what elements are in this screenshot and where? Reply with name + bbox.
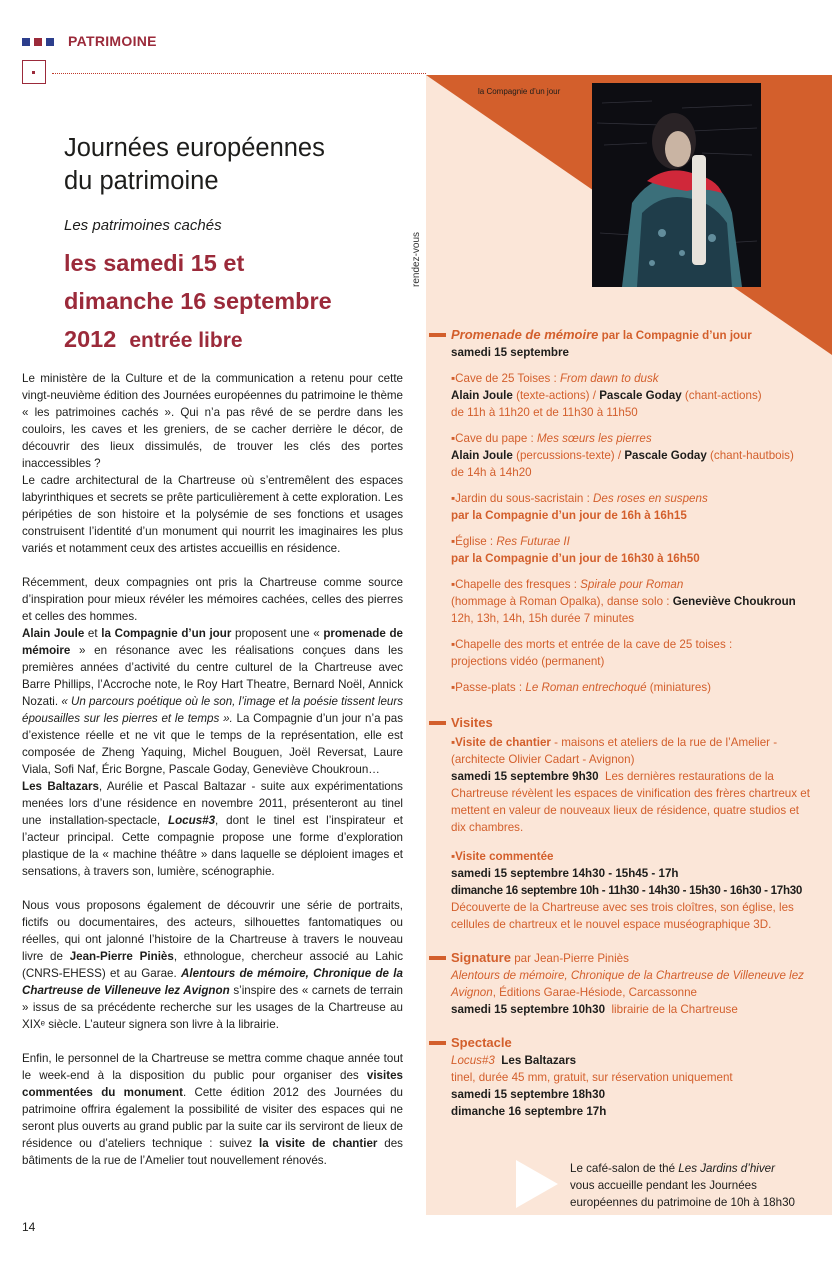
bullet-icon: ▪ [451, 372, 456, 385]
promenade-item: ▪Chapelle des morts et entrée de la cave de 25 toises : projections vidéo (permanent) [451, 638, 733, 668]
paragraph-7: Enfin, le personnel de la Chartreuse se mettra comme chaque année tout le week-end à la disposition du public pour organiser des visites commentées du monument. Cette édition 2012 des Journées du patrimoine offrira également la possibilité de visiter des espaces qui ne seront plus ouverts au grand public par la suite car ils serviront de lieux de résidence ou d’ateliers technique : suivez la visite de chantier des bâtiments de la rue de l’Amelier tout nouvellement rénovés. [22, 1052, 403, 1167]
spectacle-section: Spectacle Locus#3 Les Baltazars tinel, durée 45 mm, gratuit, sur réservation uniquement samedi 15 septembre 18h30 dimanche 16 septembre 17h [451, 1034, 811, 1120]
paragraph-6: Nous vous proposons également de découvrir une série de portraits, fictifs ou documentaires, des acteurs, silhouettes fantomatiques ou réelles, qui ont jalonné l’histoire de la Chartreuse à travers le nouveau livre de Jean-Pierre Piniès, ethnologue, chercheur associé au Lahic (CNRS-EHESS) et au Garae. Alentours de mémoire, Chronique de la Chartreuse de Villeneuve lez Avignon s’inspire des « carnets de terrain » issus de sa précédente recherche sur les usages de la Chartreuse au XIXᵉ siècle. L’auteur signera son livre à la librairie. [22, 899, 404, 1031]
page-number: 14 [22, 1220, 36, 1234]
play-arrow-icon [516, 1160, 558, 1208]
title-line-1: Journées européennes [64, 134, 325, 162]
promenade-item: ▪Cave de 25 Toises : From dawn to dusk Alain Joule (texte-actions) / Pascale Goday (chant-actions) de 11h à 11h20 et de 11h30 à 11h50 [451, 372, 762, 419]
promenade-title: Promenade de mémoire [451, 327, 599, 342]
entry-note: entrée libre [129, 329, 243, 352]
visite-chantier: ▪Visite de chantier - maisons et ateliers de la rue de l’Amelier - (architecte Olivier Cadart - Avignon) samedi 15 septembre 9h30 Les dernières restaurations de la Chartreuse révèlent les espaces de vinification des frères chartreux et mettent en valeur de nouveaux lieux de résidence, quatre studios et dix chambres. [451, 736, 810, 834]
date-line-2: dimanche 16 septembre [64, 288, 332, 314]
visite-commentee: ▪Visite commentée samedi 15 septembre 14h30 - 15h45 - 17h dimanche 16 septembre 10h - 11h30 - 14h30 - 15h30 - 16h30 - 17h30 Découverte de la Chartreuse avec ses trois cloîtres, son église, les cellules de chartreux et le nouvel espace muséographique 3D. [451, 850, 803, 931]
visites-section [451, 714, 811, 732]
promenade-date: samedi 15 septembre [451, 346, 569, 359]
bullet-icon: ▪ [451, 638, 456, 651]
paragraph-2: Le cadre architectural de la Chartreuse où s’entremêlent des espaces labyrinthiques et secrets se prête particulièrement à cette exploration. Les péripéties de son histoire et la polysémie de ses fonctions et usages construisent l’identité d’un monument qui nourrit les imaginaires les plus variés et notamment ceux des artistes accueillis en résidence. [22, 474, 403, 555]
section-bar [429, 1041, 446, 1045]
cafe-note: Le café-salon de thé Les Jardins d’hiver vous accueille pendant les Journées européennes du patrimoine de 10h à 18h30 [570, 1162, 795, 1209]
date-line-3 [64, 320, 332, 360]
header-squares [22, 38, 54, 46]
promenade-item: ▪Chapelle des fresques : Spirale pour Roman (hommage à Roman Opalka), danse solo : Geneviève Choukroun 12h, 13h, 14h, 15h durée 7 minutes [451, 578, 796, 625]
bullet-icon: ▪ [451, 850, 456, 863]
section-bar [429, 956, 446, 960]
square-blue-2 [46, 38, 54, 46]
section-box-icon [22, 60, 46, 84]
dotted-rule [52, 73, 426, 74]
promenade-item: ▪Église : Res Futurae II par la Compagnie d’un jour de 16h30 à 16h50 [451, 535, 700, 565]
photo-caption: la Compagnie d’un jour [478, 87, 561, 96]
square-red [34, 38, 42, 46]
date-year: 2012 [64, 326, 117, 352]
paragraph-1: Le ministère de la Culture et de la communication a retenu pour cette vingt-neuvième édition des Journées européennes du patrimoine le thème « les patrimoines cachés ». Qui n’a pas rêvé de se perdre dans les couloirs, les caves et les greniers, de se cacher derrière le décor, de découvrir des lieux dissimulés, de trouver les clés des portes inaccessibles ? [22, 372, 403, 470]
square-blue [22, 38, 30, 46]
event-subtitle: Les patrimoines cachés [64, 217, 222, 234]
section-bar [429, 333, 446, 337]
visites-title: Visites [451, 715, 493, 730]
signature-title: Signature [451, 950, 511, 965]
title-line-2: du patrimoine [64, 167, 219, 195]
article-body [22, 370, 403, 1169]
paragraph-4: Alain Joule et la Compagnie d’un jour proposent une « promenade de mémoire » en résonance avec les réalisations conçues dans les premières années d’activité du centre culturel de la Chartreuse avec Barre Phillips, l’Accroche note, le Roy Hart Theatre, Bernard Noël, Annick Nozati. « Un parcours poétique où le son, l’image et la poésie tissent leurs épousailles sur les pierres et le temps ». La Compagnie d’un jour n’a pas d’existence réelle et ne vit que le temps de la représentation, elle est composée de Zheng Yaquing, Michel Bouguen, Joël Reversat, Laure Viala, Sofi Naf, Éric Borgne, Pascale Goday, Geneviève Choukroun… [22, 627, 403, 776]
program-column [451, 326, 811, 1120]
paragraph-5: Les Baltazars, Aurélie et Pascal Baltazar - suite aux expérimentations menées lors d’une résidence en novembre 2011, présenteront au tinel une installation-spectacle, Locus#3, dont le tinel est l’inspirateur et l’acteur principal. Cette compagnie propose une forme d’exploration plastique de la « machine théâtre » dans laquelle se déploient images et sensations, à travers son, lumière, scénographie. [22, 780, 403, 878]
event-dates [64, 244, 332, 360]
rendez-vous-label: rendez-vous [411, 231, 422, 287]
paragraph-3: Récemment, deux compagnies ont pris la Chartreuse comme source d’inspiration pour mieux révéler les mémoires cachées, celles des pierres et celles des hommes. [22, 576, 403, 623]
photo-illustration [592, 83, 761, 287]
spectacle-title: Spectacle [451, 1035, 512, 1050]
bullet-icon: ▪ [451, 432, 456, 445]
section-bar [429, 721, 446, 725]
signature-section: Signature par Jean-Pierre Piniès Alentours de mémoire, Chronique de la Chartreuse de Villeneuve lez Avignon, Éditions Garae-Hésiode, Carcassonne samedi 15 septembre 10h30 librairie de la Chartreuse [451, 949, 811, 1018]
promenade-section [451, 326, 811, 361]
bullet-icon: ▪ [451, 736, 456, 749]
promenade-by: par la Compagnie d’un jour [601, 329, 752, 342]
promenade-item: ▪Cave du pape : Mes sœurs les pierres Alain Joule (percussions-texte) / Pascale Goday (chant-hautbois) de 14h à 14h20 [451, 432, 794, 479]
bullet-icon: ▪ [451, 578, 456, 591]
date-line-1: les samedi 15 et [64, 250, 245, 276]
promenade-item: ▪Jardin du sous-sacristain : Des roses en suspens par la Compagnie d’un jour de 16h à 16h15 [451, 492, 708, 522]
bullet-icon: ▪ [451, 535, 456, 548]
bullet-icon: ▪ [451, 681, 456, 694]
signature-by: par Jean-Pierre Piniès [514, 952, 629, 965]
performer-photo [592, 83, 761, 287]
bullet-icon: ▪ [451, 492, 456, 505]
section-label: PATRIMOINE [68, 33, 157, 49]
promenade-item: ▪Passe-plats : Le Roman entrechoqué (miniatures) [451, 681, 711, 694]
event-title [64, 132, 325, 198]
